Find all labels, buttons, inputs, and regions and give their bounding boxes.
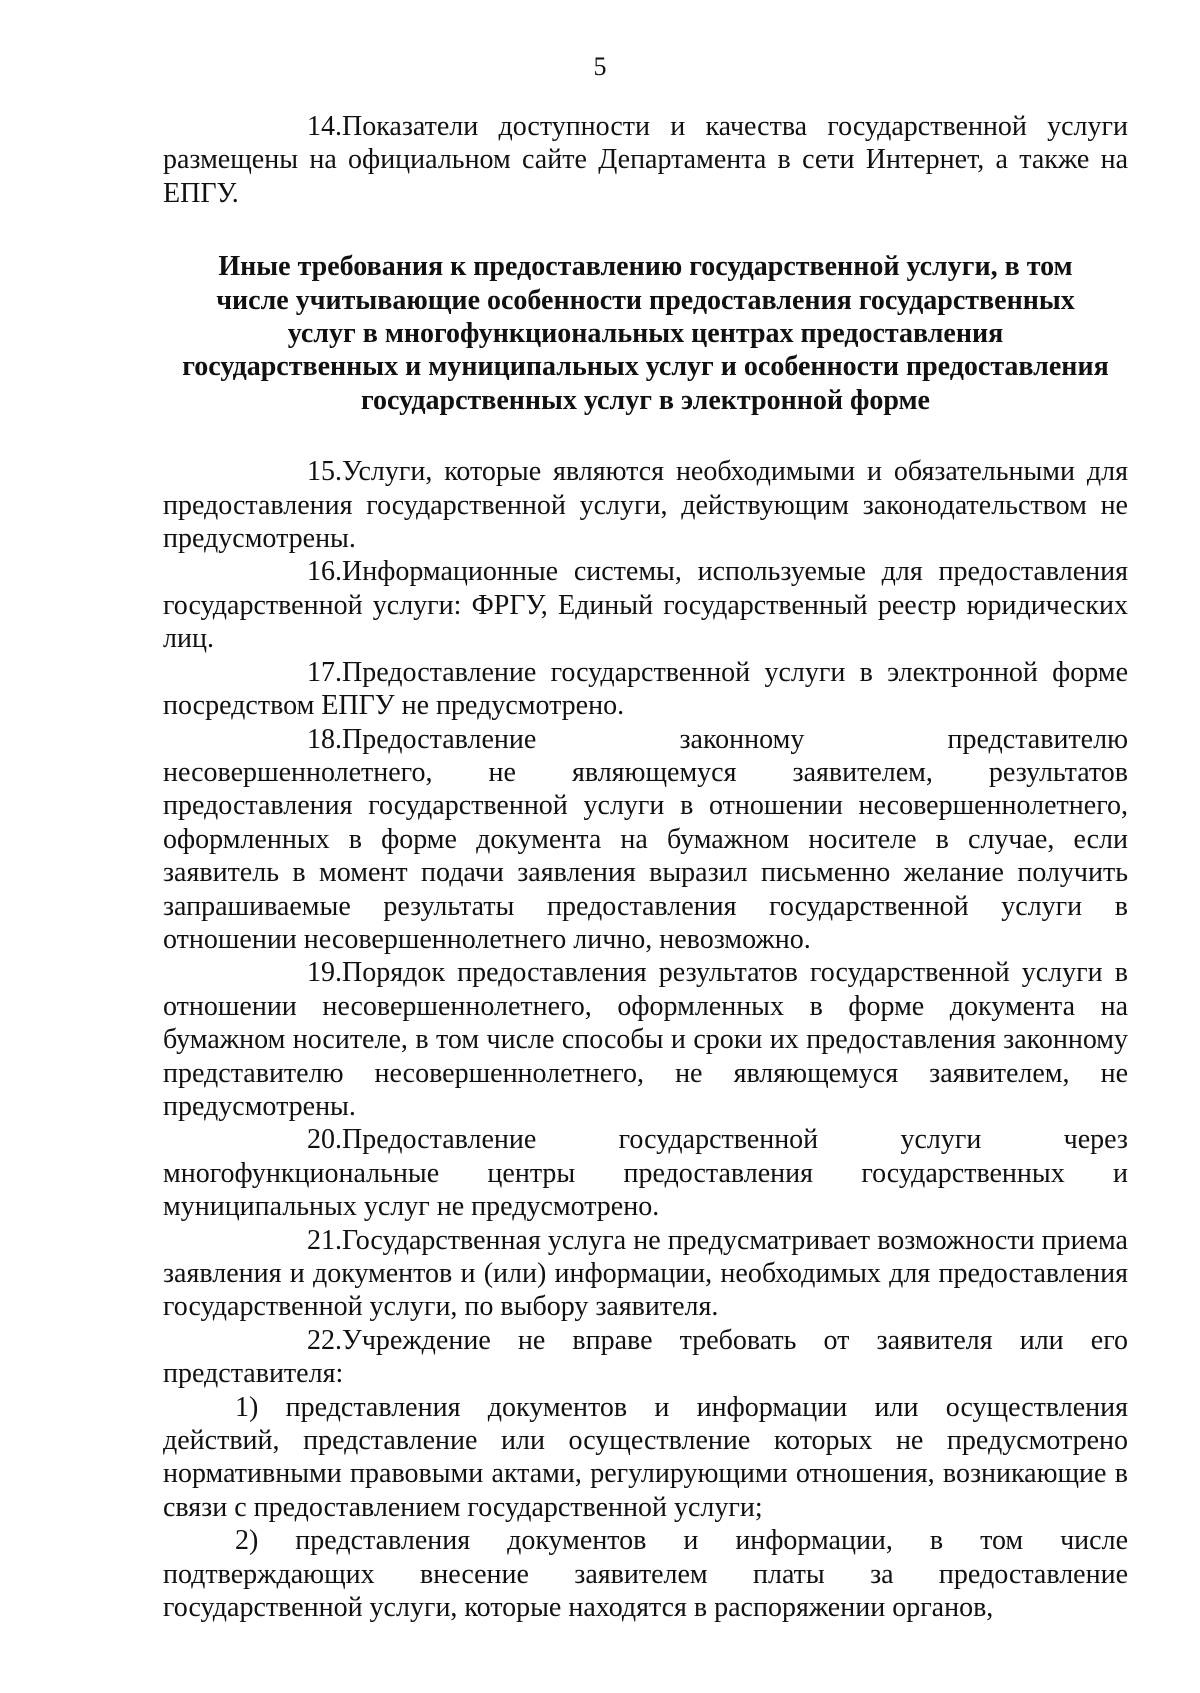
paragraph-number: 15. xyxy=(307,456,342,488)
paragraph-18 xyxy=(163,723,1128,957)
paragraph-14 xyxy=(163,110,1128,210)
section-heading xyxy=(163,250,1128,417)
paragraph-number: 20. xyxy=(307,1124,342,1156)
paragraph-number: 16. xyxy=(307,556,342,588)
paragraph-text: Услуги, которые являются необходимыми и обязательными для предоставления государственной услуги, действующим законодательством не предусмотрены. xyxy=(163,456,1128,555)
subitem-2: 2) представления документов и информации, в том числе подтверждающих внесение заявителем платы за предоставление государственной услуги, которые находятся в распоряжении органов, xyxy=(163,1525,1128,1624)
paragraph-number: 18. xyxy=(307,723,342,755)
paragraph-text: Информационные системы, используемые для предоставления государственной услуги: ФРГУ, Единый государственный реестр юридических лиц. xyxy=(163,556,1128,655)
paragraph-text: Порядок предоставления результатов государственной услуги в отношении несовершеннолетнего, оформленных в форме документа на бумажном носителе, в том числе способы и сроки их предоставления законному представителю несовершеннолетнего, не являющемуся заявителем, не предусмотрены. xyxy=(163,957,1128,1122)
heading-line: государственных услуг в электронной форме xyxy=(361,384,930,416)
paragraph-19 xyxy=(163,956,1128,1123)
paragraph-16 xyxy=(163,555,1128,655)
paragraph-number: 19. xyxy=(307,957,342,989)
paragraph-text: Государственная услуга не предусматривает возможности приема заявления и документов и (или) информации, необходимых для предоставления государственной услуги, по выбору заявителя. xyxy=(163,1224,1128,1323)
paragraph-22 xyxy=(163,1324,1128,1391)
paragraph-text: Показатели доступности и качества государственной услуги размещены на официальном сайте Департамента в сети Интернет, а также на ЕПГУ. xyxy=(163,111,1128,209)
paragraph-21 xyxy=(163,1224,1128,1324)
document-body xyxy=(163,110,1128,1624)
paragraph-20 xyxy=(163,1123,1128,1223)
paragraph-number: 17. xyxy=(307,656,342,688)
paragraph-text: Предоставление государственной услуги через многофункциональные центры предоставления государственных и муниципальных услуг не предусмотрено. xyxy=(163,1124,1128,1223)
paragraph-number: 21. xyxy=(307,1224,342,1256)
paragraph-15 xyxy=(163,455,1128,555)
paragraph-text: Предоставление законному представителю несовершеннолетнего, не являющемуся заявителем, результатов предоставления государственной услуги в отношении несовершеннолетнего, оформленных в форме документа на бумажном носителе в случае, если заявитель в момент подачи заявления выразил письменно желание получить запрашиваемые результаты предоставления государственной услуги в отношении несовершеннолетнего лично, невозможно. xyxy=(163,723,1128,955)
paragraph-text: Учреждение не вправе требовать от заявителя или его представителя: xyxy=(163,1324,1128,1390)
heading-line: услуг в многофункциональных центрах предоставления xyxy=(287,318,1004,350)
paragraph-17 xyxy=(163,656,1128,723)
heading-line: числе учитывающие особенности предоставления государственных xyxy=(216,284,1075,316)
subitem-1: 1) представления документов и информации или осуществления действий, представление или осуществление которых не предусмотрено нормативными правовыми актами, регулирующими отношения, возникающие в связи с предоставлением государственной услуги; xyxy=(163,1391,1128,1523)
heading-line: государственных и муниципальных услуг и особенности предоставления xyxy=(182,351,1109,383)
paragraph-number: 14. xyxy=(307,111,342,142)
paragraph-number: 22. xyxy=(307,1324,342,1356)
page-number: 5 xyxy=(593,52,607,81)
paragraph-text: Предоставление государственной услуги в электронной форме посредством ЕПГУ не предусмотрено. xyxy=(163,656,1128,722)
heading-line: Иные требования к предоставлению государственной услуги, в том xyxy=(218,251,1073,283)
